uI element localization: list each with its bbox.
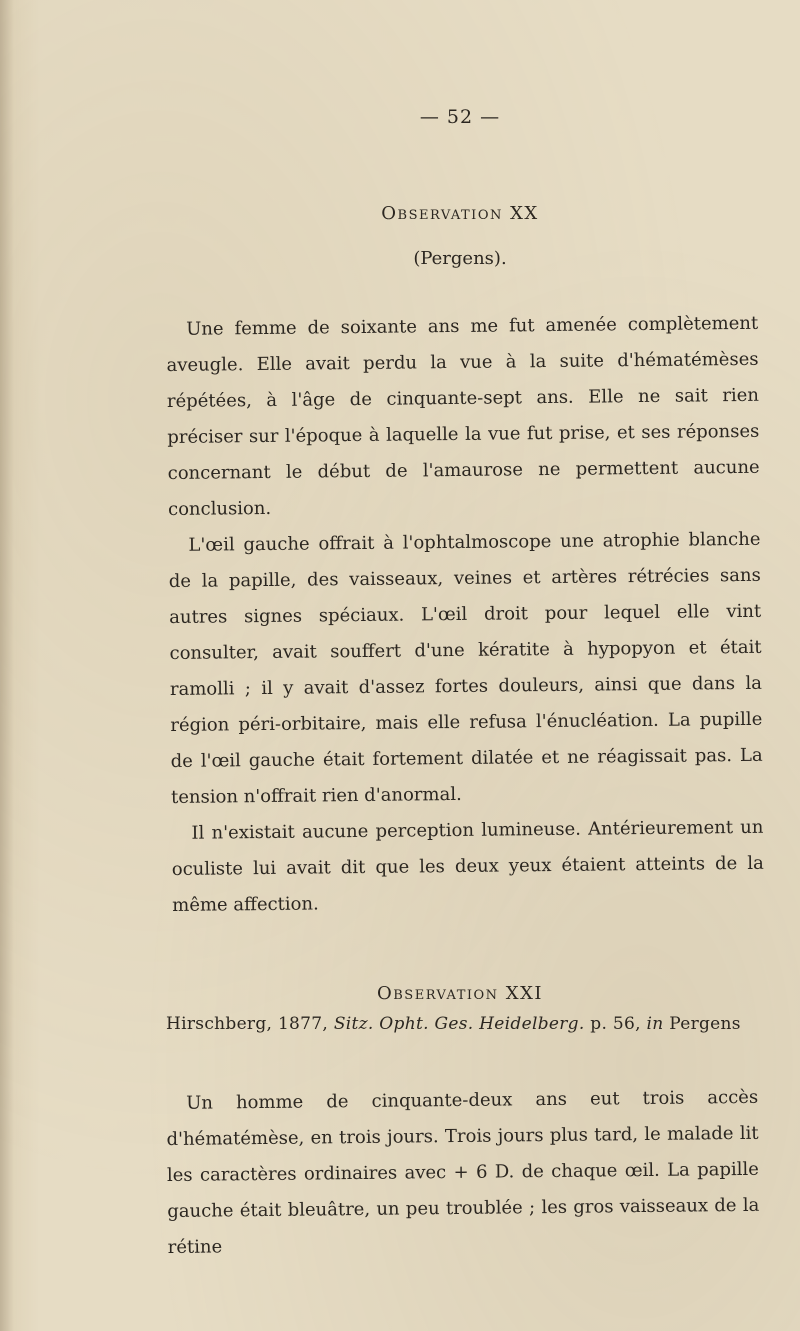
observation-20-source: (Pergens). <box>413 248 507 269</box>
reference-author: Hirschberg, 1877, <box>166 1014 329 1034</box>
observation-21-title: Observation XXI <box>376 983 543 1004</box>
page-number: — 52 — <box>419 106 501 128</box>
observation-21-reference <box>166 1014 766 1034</box>
paragraph: Une femme de soixante ans me fut amenée complètement aveugle. Elle avait perdu la vue à la suite d'hématémèses répétées, à l'âge de cinquante-sept ans. Elle ne sait rien préciser sur l'époque à laquelle la vue fut prise, et ses réponses concernant le début de l'amaurose ne permettent aucune conclusion. <box>166 312 760 520</box>
reference-page: p. 56, <box>590 1014 641 1034</box>
reference-source: Sitz. Opht. Ges. Heidelberg. <box>333 1014 585 1034</box>
reference-in: in <box>646 1014 664 1034</box>
observation-20-body <box>166 306 764 924</box>
observation-21-body <box>166 1080 760 1266</box>
observation-20-title: Observation XX <box>381 203 539 224</box>
paragraph: L'œil gauche offrait à l'ophtalmoscope une atrophie blanche de la papille, des vaisseaux, veines et artères rétrécies sans autres signes spéciaux. L'œil droit pour lequel elle vint consulter, avait souffert d'une kératite à hypopyon et était ramolli ; il y avait d'assez fortes douleurs, ainsi que dans la région péri-orbitaire, mais elle refusa l'énucléation. La pupille de l'œil gauche était fortement dilatée et ne réagissait pas. La tension n'offrait rien d'anormal. <box>168 528 763 808</box>
paragraph: Il n'existait aucune perception lumineuse. Antérieurement un oculiste lui avait dit que les deux yeux étaient atteints de la même affection. <box>171 816 764 916</box>
paragraph: Un homme de cinquante-deux ans eut trois accès d'hématémèse, en trois jours. Trois jours plus tard, le malade lit les caractères ordinaires avec + 6 D. de chaque œil. La papille gauche était bleuâtre, un peu troublée ; les gros vaisseaux de la rétine <box>166 1086 760 1258</box>
reference-cited: Pergens <box>669 1014 741 1034</box>
